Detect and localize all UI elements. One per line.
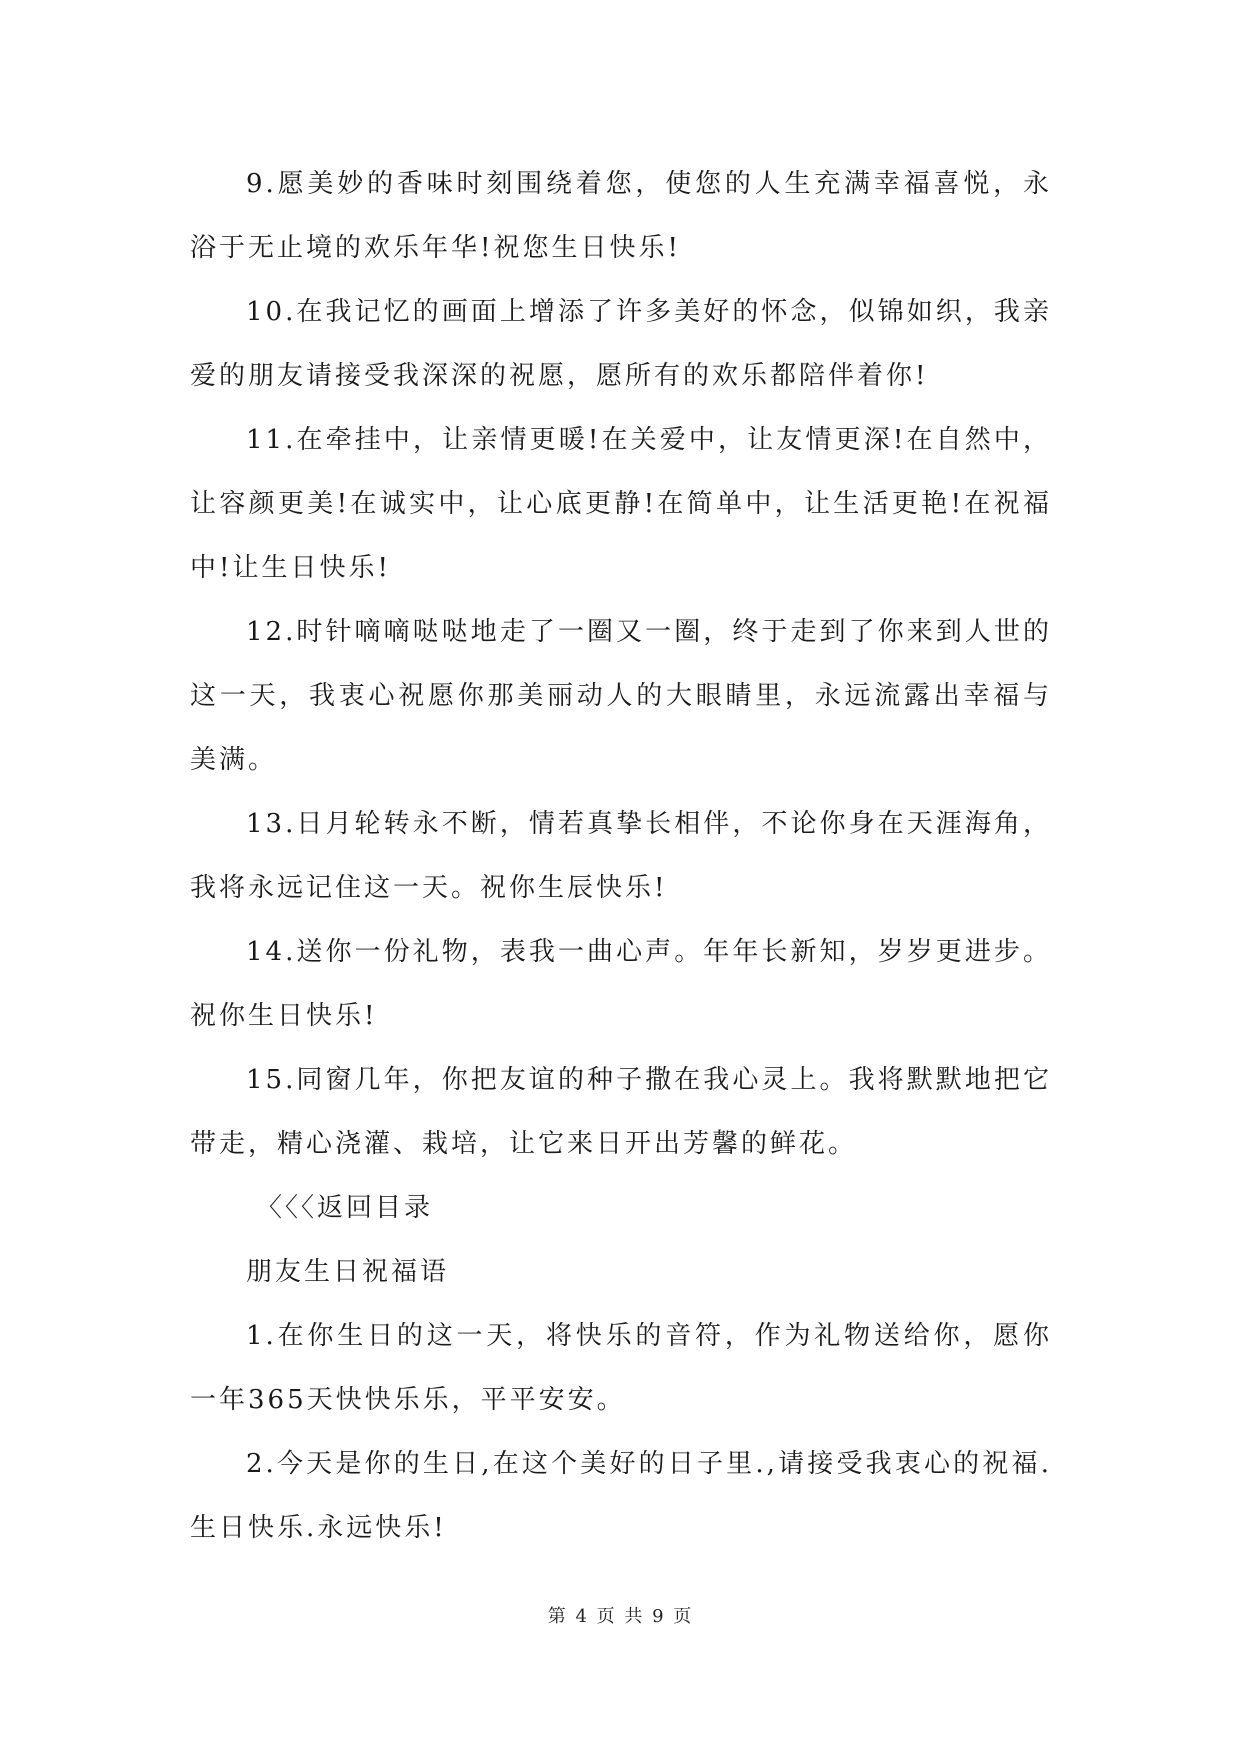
friend-paragraph-1: 1.在你生日的这一天，将快乐的音符，作为礼物送给你，愿你一年365天快快乐乐，平平安安。 <box>190 1321 1052 1415</box>
section-heading: 朋友生日祝福语 <box>246 1257 450 1287</box>
paragraph-14: 14.送你一份礼物，表我一曲心声。年年长新知，岁岁更进步。祝你生日快乐! <box>190 937 1052 1031</box>
page-footer: 第 4 页 共 9 页 <box>547 1606 694 1627</box>
paragraph-13: 13.日月轮转永不断，情若真挚长相伴，不论你身在天涯海角，我将永远记住这一天。祝你生辰快乐! <box>190 809 1052 903</box>
paragraph-15: 15.同窗几年，你把友谊的种子撒在我心灵上。我将默默地把它带走，精心浇灌、栽培，让它来日开出芳馨的鲜花。 <box>190 1065 1052 1159</box>
paragraph-10: 10.在我记忆的画面上增添了许多美好的怀念，似锦如织，我亲爱的朋友请接受我深深的祝愿，愿所有的欢乐都陪伴着你! <box>190 297 1052 391</box>
paragraph-9: 9.愿美妙的香味时刻围绕着您，使您的人生充满幸福喜悦，永浴于无止境的欢乐年华!祝您生日快乐! <box>190 169 1052 263</box>
paragraph-11: 11.在牵挂中，让亲情更暖!在关爱中，让友情更深!在自然中，让容颜更美!在诚实中，让心底更静!在简单中，让生活更艳!在祝福中!让生日快乐! <box>190 425 1052 583</box>
paragraph-12: 12.时针嘀嘀哒哒地走了一圈又一圈，终于走到了你来到人世的这一天，我衷心祝愿你那美丽动人的大眼睛里，永远流露出幸福与美满。 <box>190 617 1052 775</box>
friend-paragraph-2: 2.今天是你的生日,在这个美好的日子里.,请接受我衷心的祝福.生日快乐.永远快乐! <box>190 1449 1052 1543</box>
back-to-contents-link[interactable]: 〈〈〈返回目录 <box>256 1193 434 1223</box>
document-body <box>190 152 1052 1560</box>
